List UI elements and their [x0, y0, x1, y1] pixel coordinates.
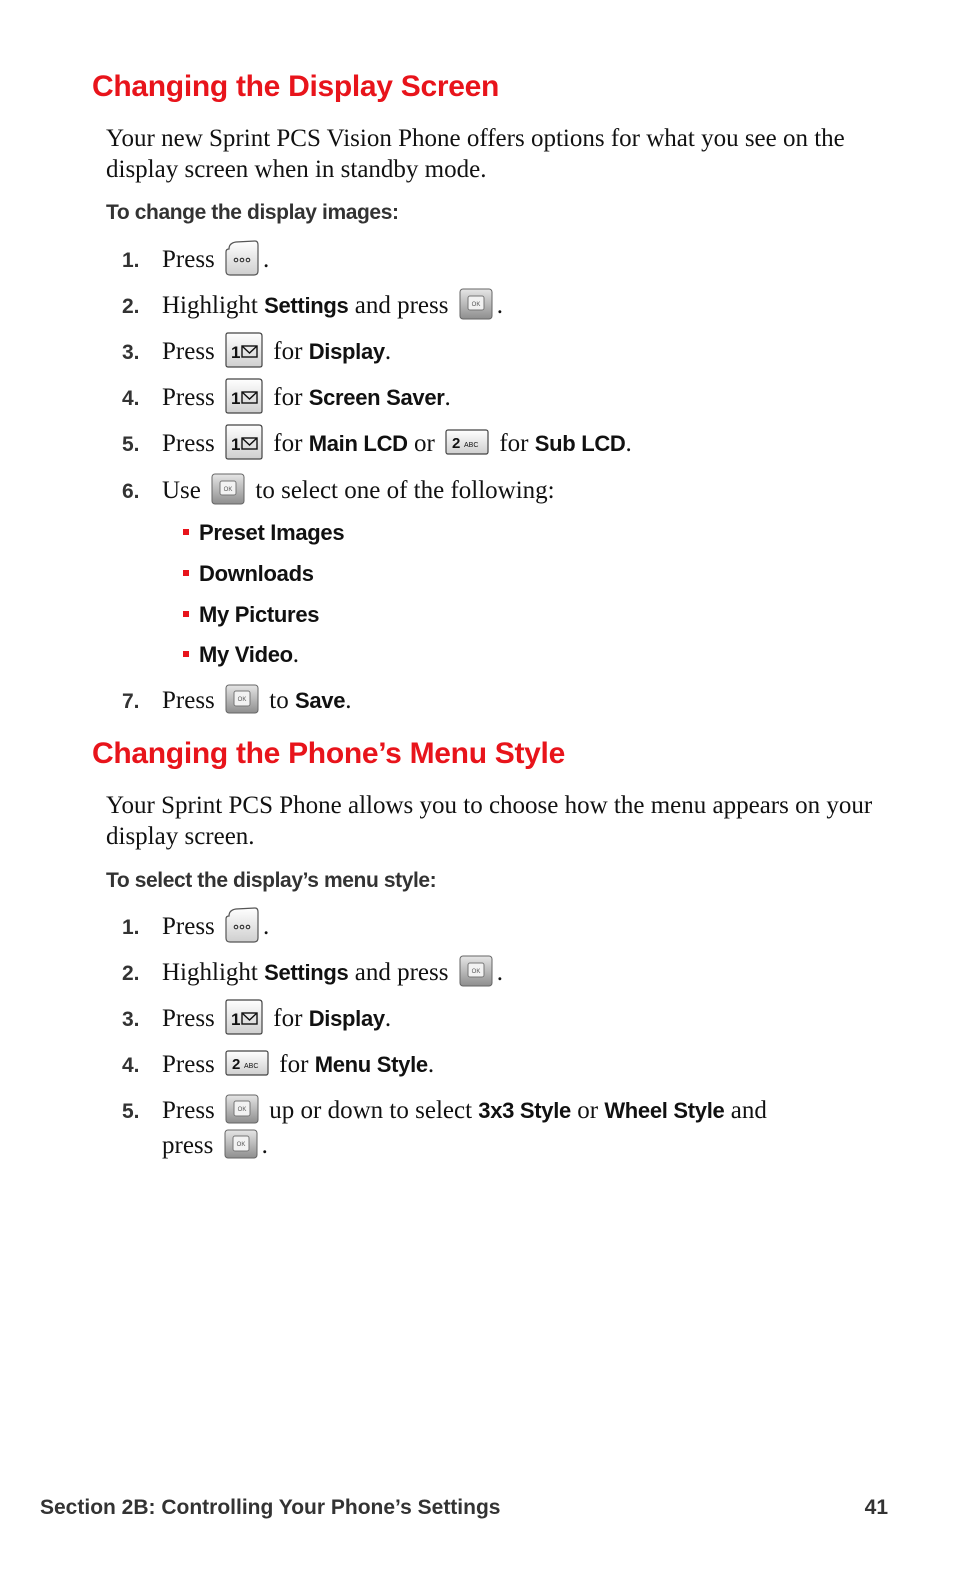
procedure-heading: To change the display images: — [106, 201, 399, 224]
step-number: 1. — [122, 916, 140, 939]
section-intro: Your Sprint PCS Phone allows you to choose how the menu appears on your display screen. — [106, 792, 873, 850]
step: 7. Press OK to Save. — [122, 684, 882, 719]
bullet-icon — [183, 651, 189, 657]
menu-option: Display — [308, 339, 385, 364]
ok-key-icon — [211, 473, 245, 505]
section-intro: Your new Sprint PCS Vision Phone offers options for what you see on the display screen when in standby mode. — [106, 125, 845, 183]
step-number: 6. — [122, 480, 140, 503]
ok-key-icon — [225, 684, 259, 714]
step-number: 4. — [122, 1054, 140, 1077]
step: 1. Press . — [122, 910, 882, 946]
list-item: Preset Images — [183, 518, 344, 548]
step-number: 1. — [122, 249, 140, 272]
list-item: My Pictures — [183, 600, 319, 630]
step-number: 3. — [122, 1008, 140, 1031]
step: 2. Highlight Settings and press OK . — [122, 956, 882, 991]
ok-key-icon — [225, 1094, 259, 1124]
menu-option: Menu Style — [314, 1052, 428, 1077]
menu-option: Settings — [264, 960, 349, 985]
key-1-icon — [225, 332, 263, 368]
section-title: Changing the Phone’s Menu Style — [92, 737, 565, 770]
step: 3. Press 1 for Display. — [122, 1002, 882, 1038]
page-number: 41 — [864, 1496, 888, 1519]
svg-text:OK: OK — [236, 1142, 245, 1149]
step-number: 3. — [122, 341, 140, 364]
step: 2. Highlight Settings and press OK . — [122, 289, 882, 324]
key-2-icon — [445, 429, 489, 455]
menu-option: Sub LCD — [534, 431, 626, 456]
list-item: My Video. — [183, 640, 299, 670]
svg-text:2: 2 — [232, 1056, 241, 1074]
menu-option: 3x3 Style — [478, 1098, 571, 1123]
key-1-icon — [225, 999, 263, 1035]
menu-option: Settings — [264, 293, 349, 318]
menu-option: Wheel Style — [604, 1098, 725, 1123]
step-number: 2. — [122, 295, 140, 318]
menu-key-icon — [225, 907, 259, 943]
step: 3. Press 1 for Display. — [122, 335, 882, 371]
svg-text:1: 1 — [231, 435, 241, 455]
svg-text:OK: OK — [471, 302, 481, 309]
footer-section-label: Section 2B: Controlling Your Phone’s Settings — [40, 1496, 501, 1519]
svg-text:1: 1 — [231, 389, 241, 409]
menu-option: Display — [308, 1006, 385, 1031]
step: 4. Press 1 for Screen Saver. — [122, 381, 882, 417]
step-text: Press — [162, 246, 215, 273]
svg-text:OK: OK — [471, 969, 481, 976]
svg-text:1: 1 — [231, 343, 241, 363]
svg-text:1: 1 — [231, 1010, 241, 1030]
step: 4. Press 2 ABC for Menu Style. — [122, 1048, 882, 1083]
menu-key-icon — [225, 240, 259, 276]
step-number: 4. — [122, 387, 140, 410]
svg-text:ABC: ABC — [244, 1063, 259, 1071]
step: 6. Use OK to select one of the following: — [122, 474, 882, 509]
svg-text:OK: OK — [223, 487, 233, 494]
key-1-icon — [225, 378, 263, 414]
svg-text:OK: OK — [237, 697, 247, 704]
step-number: 5. — [122, 433, 140, 456]
step-number: 5. — [122, 1100, 140, 1123]
section-title: Changing the Display Screen — [92, 70, 499, 103]
svg-text:2: 2 — [452, 435, 461, 453]
step-continuation: press OK . — [162, 1129, 462, 1163]
step: 5. Press OK up or down to select 3x3 Style or Wheel Style and — [122, 1094, 882, 1129]
key-2-icon — [225, 1050, 269, 1076]
step: 5. Press 1 for Main LCD or 2 ABC for Sub LCD. — [122, 427, 882, 463]
ok-key-icon — [459, 955, 493, 987]
menu-option: Screen Saver — [308, 385, 445, 410]
menu-option: Save — [295, 688, 346, 713]
bullet-icon — [183, 529, 189, 535]
menu-option: Main LCD — [308, 431, 408, 456]
svg-text:OK: OK — [237, 1107, 247, 1114]
procedure-heading: To select the display’s menu style: — [106, 869, 437, 892]
step: 1. Press . — [122, 243, 882, 279]
list-item: Downloads — [183, 559, 314, 589]
key-1-icon — [225, 424, 263, 460]
step-number: 7. — [122, 690, 140, 713]
step-number: 2. — [122, 962, 140, 985]
bullet-icon — [183, 570, 189, 576]
ok-key-icon — [459, 288, 493, 320]
ok-key-icon — [224, 1129, 258, 1159]
bullet-icon — [183, 611, 189, 617]
svg-text:ABC: ABC — [464, 442, 479, 450]
